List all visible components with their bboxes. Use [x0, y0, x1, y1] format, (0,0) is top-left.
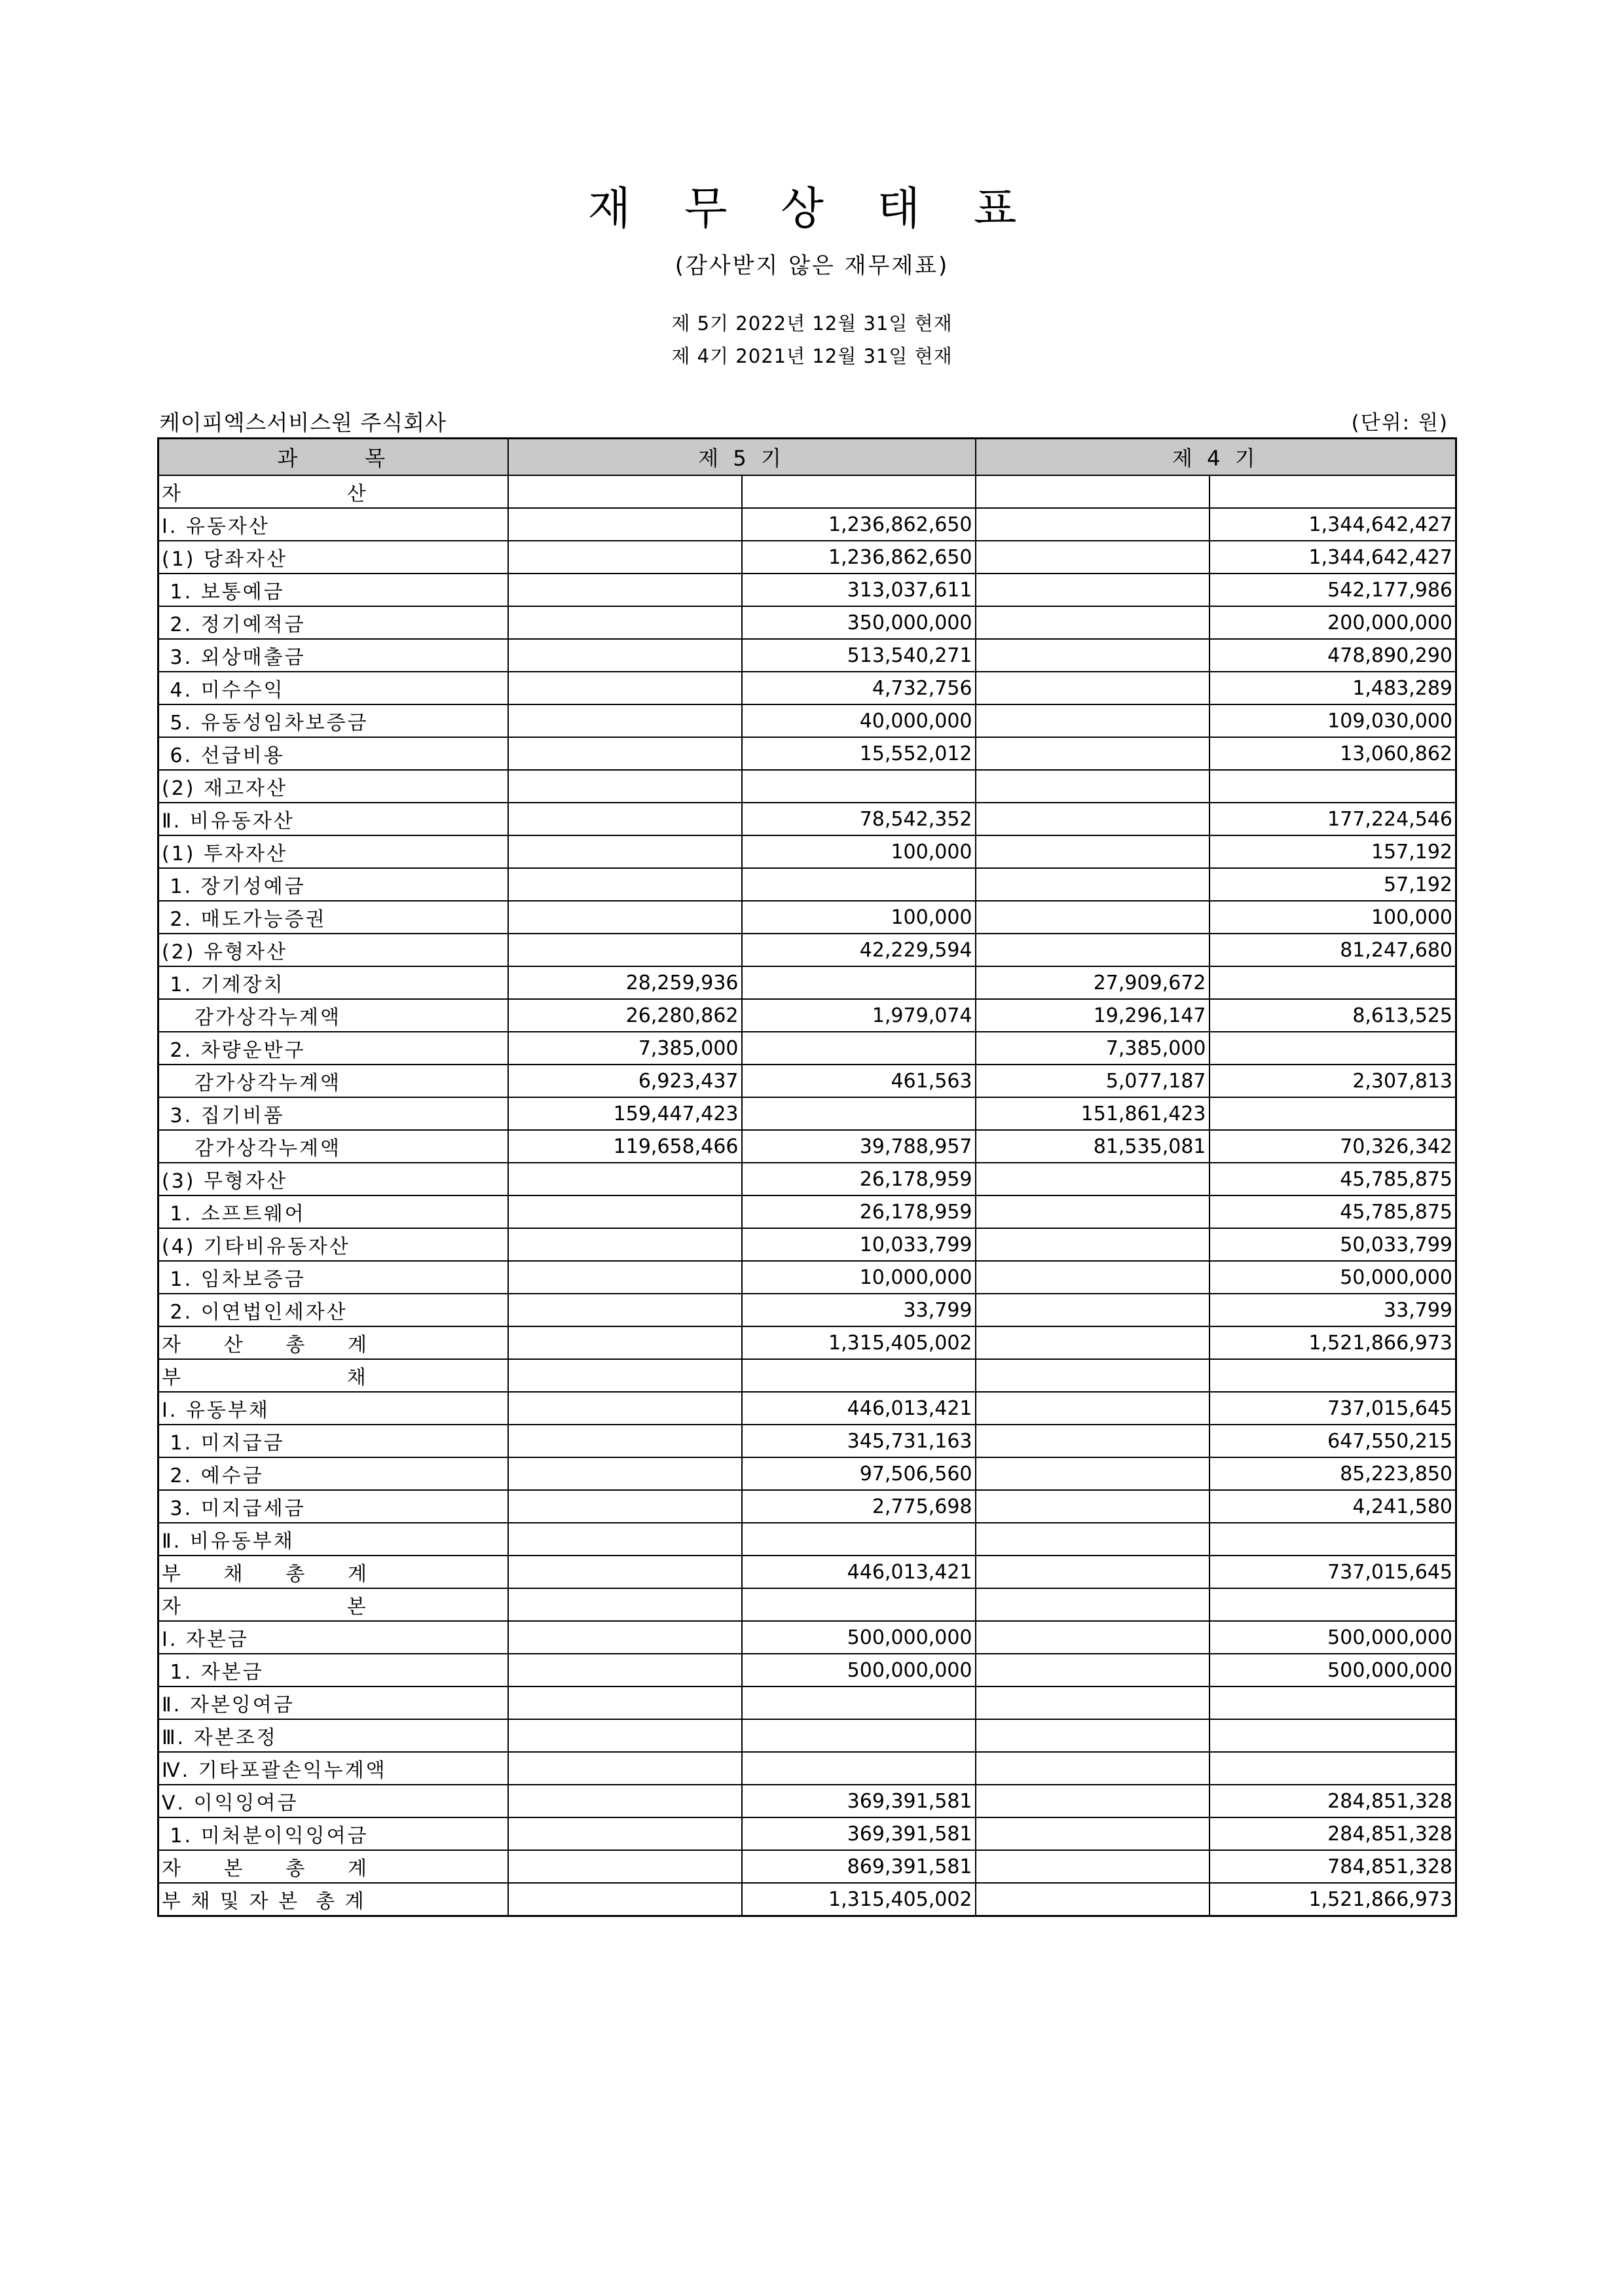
amount-cell-c3	[976, 1719, 1209, 1752]
amount-cell-c2: 350,000,000	[742, 606, 976, 639]
amount-cell-c3: 5,077,187	[976, 1065, 1209, 1097]
amount-cell-c2	[742, 475, 976, 508]
amount-cell-c4	[1209, 1752, 1456, 1785]
amount-cell-c3: 151,861,423	[976, 1097, 1209, 1130]
amount-cell-c4: 1,344,642,427	[1209, 541, 1456, 574]
amount-cell-c4: 542,177,986	[1209, 574, 1456, 606]
account-label: Ⅲ. 자본조정	[158, 1719, 508, 1752]
amount-cell-c4: 737,015,645	[1209, 1556, 1456, 1588]
amount-cell-c4: 85,223,850	[1209, 1457, 1456, 1490]
table-row	[158, 901, 1456, 934]
account-label: Ⅳ. 기타포괄손익누계액	[158, 1752, 508, 1785]
table-row	[158, 1228, 1456, 1261]
amount-cell-c1: 159,447,423	[508, 1097, 742, 1130]
account-label: 2. 이연법인세자산	[158, 1294, 508, 1326]
account-label: 1. 미지급금	[158, 1425, 508, 1457]
amount-cell-c4: 2,307,813	[1209, 1065, 1456, 1097]
table-header-row	[158, 439, 1456, 476]
table-row	[158, 1130, 1456, 1163]
amount-cell-c3	[976, 1850, 1209, 1883]
table-row	[158, 1457, 1456, 1490]
table-row	[158, 770, 1456, 803]
table-row	[158, 574, 1456, 606]
amount-cell-c4: 70,326,342	[1209, 1130, 1456, 1163]
amount-cell-c4: 284,851,328	[1209, 1785, 1456, 1817]
amount-cell-c2: 10,033,799	[742, 1228, 976, 1261]
account-label: 자 본	[158, 1588, 508, 1621]
amount-cell-c1	[508, 574, 742, 606]
account-label: Ⅰ. 유동부채	[158, 1392, 508, 1425]
amount-cell-c1	[508, 1195, 742, 1228]
account-label: 3. 미지급세금	[158, 1490, 508, 1523]
amount-cell-c2: 369,391,581	[742, 1817, 976, 1850]
amount-cell-c2: 1,315,405,002	[742, 1883, 976, 1916]
amount-cell-c1	[508, 1326, 742, 1359]
amount-cell-c4: 57,192	[1209, 868, 1456, 901]
account-label: 부 채 총 계	[158, 1556, 508, 1588]
amount-cell-c4	[1209, 770, 1456, 803]
table-row	[158, 1359, 1456, 1392]
amount-cell-c3	[976, 541, 1209, 574]
amount-cell-c2: 26,178,959	[742, 1163, 976, 1195]
amount-cell-c3	[976, 1228, 1209, 1261]
account-label: 4. 미수수익	[158, 672, 508, 704]
amount-cell-c2	[742, 966, 976, 999]
amount-cell-c4: 50,033,799	[1209, 1228, 1456, 1261]
account-label: 3. 외상매출금	[158, 639, 508, 672]
account-label: 2. 예수금	[158, 1457, 508, 1490]
account-label: 2. 정기예적금	[158, 606, 508, 639]
table-row	[158, 1490, 1456, 1523]
amount-cell-c1	[508, 541, 742, 574]
account-label: 2. 차량운반구	[158, 1032, 508, 1065]
amount-cell-c1	[508, 1457, 742, 1490]
amount-cell-c1	[508, 737, 742, 770]
account-label: Ⅱ. 자본잉여금	[158, 1686, 508, 1719]
amount-cell-c3	[976, 1359, 1209, 1392]
amount-cell-c4: 109,030,000	[1209, 704, 1456, 737]
amount-cell-c3: 19,296,147	[976, 999, 1209, 1032]
amount-cell-c3	[976, 1261, 1209, 1294]
amount-cell-c1	[508, 1719, 742, 1752]
table-row	[158, 737, 1456, 770]
amount-cell-c3	[976, 1425, 1209, 1457]
amount-cell-c1	[508, 1621, 742, 1654]
table-row	[158, 1163, 1456, 1195]
amount-cell-c1	[508, 606, 742, 639]
amount-cell-c4: 1,521,866,973	[1209, 1883, 1456, 1916]
header-period-5: 제 5 기	[508, 439, 976, 476]
amount-cell-c3	[976, 1817, 1209, 1850]
amount-cell-c1	[508, 803, 742, 835]
amount-cell-c3: 81,535,081	[976, 1130, 1209, 1163]
amount-cell-c2: 461,563	[742, 1065, 976, 1097]
amount-cell-c2: 869,391,581	[742, 1850, 976, 1883]
amount-cell-c1	[508, 1228, 742, 1261]
amount-cell-c3	[976, 1294, 1209, 1326]
amount-cell-c2: 33,799	[742, 1294, 976, 1326]
amount-cell-c2: 26,178,959	[742, 1195, 976, 1228]
period-prior: 제 4기 2021년 12월 31일 현재	[671, 345, 953, 367]
account-label: (3) 무형자산	[158, 1163, 508, 1195]
account-label: 감가상각누계액	[158, 999, 508, 1032]
amount-cell-c2	[742, 770, 976, 803]
unit-label: (단위: 원)	[1351, 411, 1449, 435]
table-row	[158, 1719, 1456, 1752]
amount-cell-c3	[976, 737, 1209, 770]
amount-cell-c3	[976, 901, 1209, 934]
amount-cell-c1	[508, 835, 742, 868]
amount-cell-c4: 33,799	[1209, 1294, 1456, 1326]
amount-cell-c4	[1209, 1588, 1456, 1621]
account-label: 자 산	[158, 475, 508, 508]
amount-cell-c1	[508, 1850, 742, 1883]
amount-cell-c2: 40,000,000	[742, 704, 976, 737]
amount-cell-c3	[976, 1556, 1209, 1588]
amount-cell-c4: 45,785,875	[1209, 1163, 1456, 1195]
table-row	[158, 1588, 1456, 1621]
amount-cell-c1	[508, 1588, 742, 1621]
document-subtitle: (감사받지 않은 재무제표)	[674, 253, 950, 279]
account-label: 1. 미처분이익잉여금	[158, 1817, 508, 1850]
amount-cell-c2: 15,552,012	[742, 737, 976, 770]
amount-cell-c4: 647,550,215	[1209, 1425, 1456, 1457]
table-row	[158, 639, 1456, 672]
table-row	[158, 541, 1456, 574]
amount-cell-c3	[976, 672, 1209, 704]
table-row	[158, 966, 1456, 999]
amount-cell-c3	[976, 1588, 1209, 1621]
amount-cell-c2	[742, 1752, 976, 1785]
amount-cell-c4: 45,785,875	[1209, 1195, 1456, 1228]
table-row	[158, 1817, 1456, 1850]
amount-cell-c3	[976, 1686, 1209, 1719]
account-label: 자 본 총 계	[158, 1850, 508, 1883]
amount-cell-c1	[508, 1294, 742, 1326]
amount-cell-c3	[976, 1752, 1209, 1785]
table-row	[158, 1195, 1456, 1228]
amount-cell-c1	[508, 639, 742, 672]
amount-cell-c4: 284,851,328	[1209, 1817, 1456, 1850]
account-label: 부 채	[158, 1359, 508, 1392]
amount-cell-c4: 100,000	[1209, 901, 1456, 934]
account-label: 1. 장기성예금	[158, 868, 508, 901]
amount-cell-c3	[976, 934, 1209, 966]
amount-cell-c2	[742, 1588, 976, 1621]
amount-cell-c4	[1209, 1686, 1456, 1719]
amount-cell-c3: 7,385,000	[976, 1032, 1209, 1065]
table-body	[158, 475, 1456, 1916]
amount-cell-c1	[508, 1817, 742, 1850]
account-label: Ⅰ. 유동자산	[158, 508, 508, 541]
amount-cell-c1	[508, 1686, 742, 1719]
amount-cell-c4: 500,000,000	[1209, 1654, 1456, 1686]
amount-cell-c3	[976, 1785, 1209, 1817]
amount-cell-c3	[976, 1883, 1209, 1916]
table-row	[158, 1523, 1456, 1556]
account-label: Ⅴ. 이익잉여금	[158, 1785, 508, 1817]
amount-cell-c2: 10,000,000	[742, 1261, 976, 1294]
amount-cell-c3	[976, 1654, 1209, 1686]
account-label: 감가상각누계액	[158, 1130, 508, 1163]
company-name: 케이피엑스서비스원 주식회사	[159, 410, 447, 435]
amount-cell-c1	[508, 1883, 742, 1916]
table-row	[158, 1785, 1456, 1817]
table-row	[158, 672, 1456, 704]
account-label: Ⅰ. 자본금	[158, 1621, 508, 1654]
table-row	[158, 934, 1456, 966]
table-row	[158, 1686, 1456, 1719]
amount-cell-c4: 1,344,642,427	[1209, 508, 1456, 541]
amount-cell-c1	[508, 1359, 742, 1392]
account-label: (4) 기타비유동자산	[158, 1228, 508, 1261]
amount-cell-c4: 784,851,328	[1209, 1850, 1456, 1883]
amount-cell-c4	[1209, 1032, 1456, 1065]
table-row	[158, 1654, 1456, 1686]
amount-cell-c4	[1209, 1097, 1456, 1130]
table-row	[158, 606, 1456, 639]
table-row	[158, 1326, 1456, 1359]
account-label: 1. 임차보증금	[158, 1261, 508, 1294]
amount-cell-c3: 27,909,672	[976, 966, 1209, 999]
amount-cell-c2: 500,000,000	[742, 1621, 976, 1654]
account-label: Ⅱ. 비유동자산	[158, 803, 508, 835]
amount-cell-c3	[976, 1457, 1209, 1490]
table-row	[158, 835, 1456, 868]
table-row	[158, 475, 1456, 508]
amount-cell-c3	[976, 1392, 1209, 1425]
amount-cell-c1	[508, 1261, 742, 1294]
amount-cell-c1	[508, 1556, 742, 1588]
amount-cell-c2: 2,775,698	[742, 1490, 976, 1523]
amount-cell-c4	[1209, 966, 1456, 999]
amount-cell-c4: 177,224,546	[1209, 803, 1456, 835]
amount-cell-c4	[1209, 1523, 1456, 1556]
amount-cell-c1	[508, 704, 742, 737]
amount-cell-c2: 313,037,611	[742, 574, 976, 606]
amount-cell-c1: 6,923,437	[508, 1065, 742, 1097]
amount-cell-c3	[976, 803, 1209, 835]
amount-cell-c3	[976, 508, 1209, 541]
table-row	[158, 508, 1456, 541]
account-label: 2. 매도가능증권	[158, 901, 508, 934]
amount-cell-c1: 7,385,000	[508, 1032, 742, 1065]
amount-cell-c2: 1,979,074	[742, 999, 976, 1032]
account-label: 자 산 총 계	[158, 1326, 508, 1359]
amount-cell-c2	[742, 868, 976, 901]
amount-cell-c4: 478,890,290	[1209, 639, 1456, 672]
account-label: 1. 보통예금	[158, 574, 508, 606]
table-row	[158, 1556, 1456, 1588]
amount-cell-c2: 42,229,594	[742, 934, 976, 966]
amount-cell-c4: 81,247,680	[1209, 934, 1456, 966]
table-row	[158, 1752, 1456, 1785]
account-label: 5. 유동성임차보증금	[158, 704, 508, 737]
amount-cell-c4	[1209, 475, 1456, 508]
amount-cell-c3	[976, 1195, 1209, 1228]
amount-cell-c2	[742, 1686, 976, 1719]
account-label: (1) 당좌자산	[158, 541, 508, 574]
amount-cell-c2	[742, 1032, 976, 1065]
amount-cell-c2: 1,315,405,002	[742, 1326, 976, 1359]
amount-cell-c2: 1,236,862,650	[742, 508, 976, 541]
amount-cell-c3	[976, 639, 1209, 672]
amount-cell-c1	[508, 1425, 742, 1457]
header-account: 과 목	[158, 439, 508, 476]
account-label: (1) 투자자산	[158, 835, 508, 868]
amount-cell-c2: 500,000,000	[742, 1654, 976, 1686]
amount-cell-c2: 97,506,560	[742, 1457, 976, 1490]
amount-cell-c4	[1209, 1359, 1456, 1392]
amount-cell-c4: 157,192	[1209, 835, 1456, 868]
table-row	[158, 1850, 1456, 1883]
amount-cell-c2: 1,236,862,650	[742, 541, 976, 574]
amount-cell-c2: 369,391,581	[742, 1785, 976, 1817]
amount-cell-c1	[508, 508, 742, 541]
amount-cell-c4: 1,483,289	[1209, 672, 1456, 704]
amount-cell-c2: 4,732,756	[742, 672, 976, 704]
amount-cell-c1	[508, 1785, 742, 1817]
balance-sheet-table	[157, 437, 1457, 1917]
table-row	[158, 1883, 1456, 1916]
table-row	[158, 1392, 1456, 1425]
table-row	[158, 704, 1456, 737]
amount-cell-c2: 39,788,957	[742, 1130, 976, 1163]
amount-cell-c2: 446,013,421	[742, 1392, 976, 1425]
account-label: (2) 유형자산	[158, 934, 508, 966]
amount-cell-c4: 13,060,862	[1209, 737, 1456, 770]
amount-cell-c2: 100,000	[742, 901, 976, 934]
table-row	[158, 999, 1456, 1032]
account-label: Ⅱ. 비유동부채	[158, 1523, 508, 1556]
amount-cell-c1: 26,280,862	[508, 999, 742, 1032]
amount-cell-c3	[976, 606, 1209, 639]
amount-cell-c1	[508, 1392, 742, 1425]
amount-cell-c4: 4,241,580	[1209, 1490, 1456, 1523]
table-row	[158, 1065, 1456, 1097]
amount-cell-c2	[742, 1359, 976, 1392]
amount-cell-c2: 78,542,352	[742, 803, 976, 835]
amount-cell-c1: 28,259,936	[508, 966, 742, 999]
amount-cell-c1	[508, 1163, 742, 1195]
amount-cell-c3	[976, 1326, 1209, 1359]
account-label: 1. 기계장치	[158, 966, 508, 999]
amount-cell-c3	[976, 704, 1209, 737]
amount-cell-c2	[742, 1097, 976, 1130]
amount-cell-c1	[508, 770, 742, 803]
account-label: 감가상각누계액	[158, 1065, 508, 1097]
table-row	[158, 1621, 1456, 1654]
table-row	[158, 868, 1456, 901]
amount-cell-c4	[1209, 1719, 1456, 1752]
amount-cell-c1: 119,658,466	[508, 1130, 742, 1163]
table-row	[158, 1294, 1456, 1326]
amount-cell-c1	[508, 1523, 742, 1556]
document-title: 재 무 상 태 표	[587, 183, 1037, 235]
amount-cell-c2	[742, 1719, 976, 1752]
amount-cell-c1	[508, 901, 742, 934]
amount-cell-c4: 50,000,000	[1209, 1261, 1456, 1294]
amount-cell-c3	[976, 1490, 1209, 1523]
amount-cell-c4: 1,521,866,973	[1209, 1326, 1456, 1359]
amount-cell-c3	[976, 1621, 1209, 1654]
amount-cell-c3	[976, 835, 1209, 868]
amount-cell-c3	[976, 1163, 1209, 1195]
amount-cell-c1	[508, 672, 742, 704]
table-row	[158, 1261, 1456, 1294]
account-label: (2) 재고자산	[158, 770, 508, 803]
amount-cell-c2: 513,540,271	[742, 639, 976, 672]
amount-cell-c3	[976, 1523, 1209, 1556]
table-row	[158, 803, 1456, 835]
amount-cell-c2	[742, 1523, 976, 1556]
amount-cell-c4: 737,015,645	[1209, 1392, 1456, 1425]
account-label: 6. 선급비용	[158, 737, 508, 770]
account-label: 3. 집기비품	[158, 1097, 508, 1130]
account-label: 부 채 및 자 본 총 계	[158, 1883, 508, 1916]
account-label: 1. 자본금	[158, 1654, 508, 1686]
table-row	[158, 1032, 1456, 1065]
amount-cell-c3	[976, 770, 1209, 803]
amount-cell-c1	[508, 1654, 742, 1686]
amount-cell-c1	[508, 1752, 742, 1785]
amount-cell-c1	[508, 475, 742, 508]
amount-cell-c3	[976, 475, 1209, 508]
amount-cell-c1	[508, 868, 742, 901]
amount-cell-c2: 100,000	[742, 835, 976, 868]
amount-cell-c2: 446,013,421	[742, 1556, 976, 1588]
amount-cell-c4: 500,000,000	[1209, 1621, 1456, 1654]
table-row	[158, 1425, 1456, 1457]
amount-cell-c3	[976, 868, 1209, 901]
amount-cell-c1	[508, 1490, 742, 1523]
header-period-4: 제 4 기	[976, 439, 1456, 476]
account-label: 1. 소프트웨어	[158, 1195, 508, 1228]
period-current: 제 5기 2022년 12월 31일 현재	[671, 312, 953, 335]
amount-cell-c4: 200,000,000	[1209, 606, 1456, 639]
amount-cell-c2: 345,731,163	[742, 1425, 976, 1457]
amount-cell-c1	[508, 934, 742, 966]
amount-cell-c3	[976, 574, 1209, 606]
amount-cell-c4: 8,613,525	[1209, 999, 1456, 1032]
table-row	[158, 1097, 1456, 1130]
